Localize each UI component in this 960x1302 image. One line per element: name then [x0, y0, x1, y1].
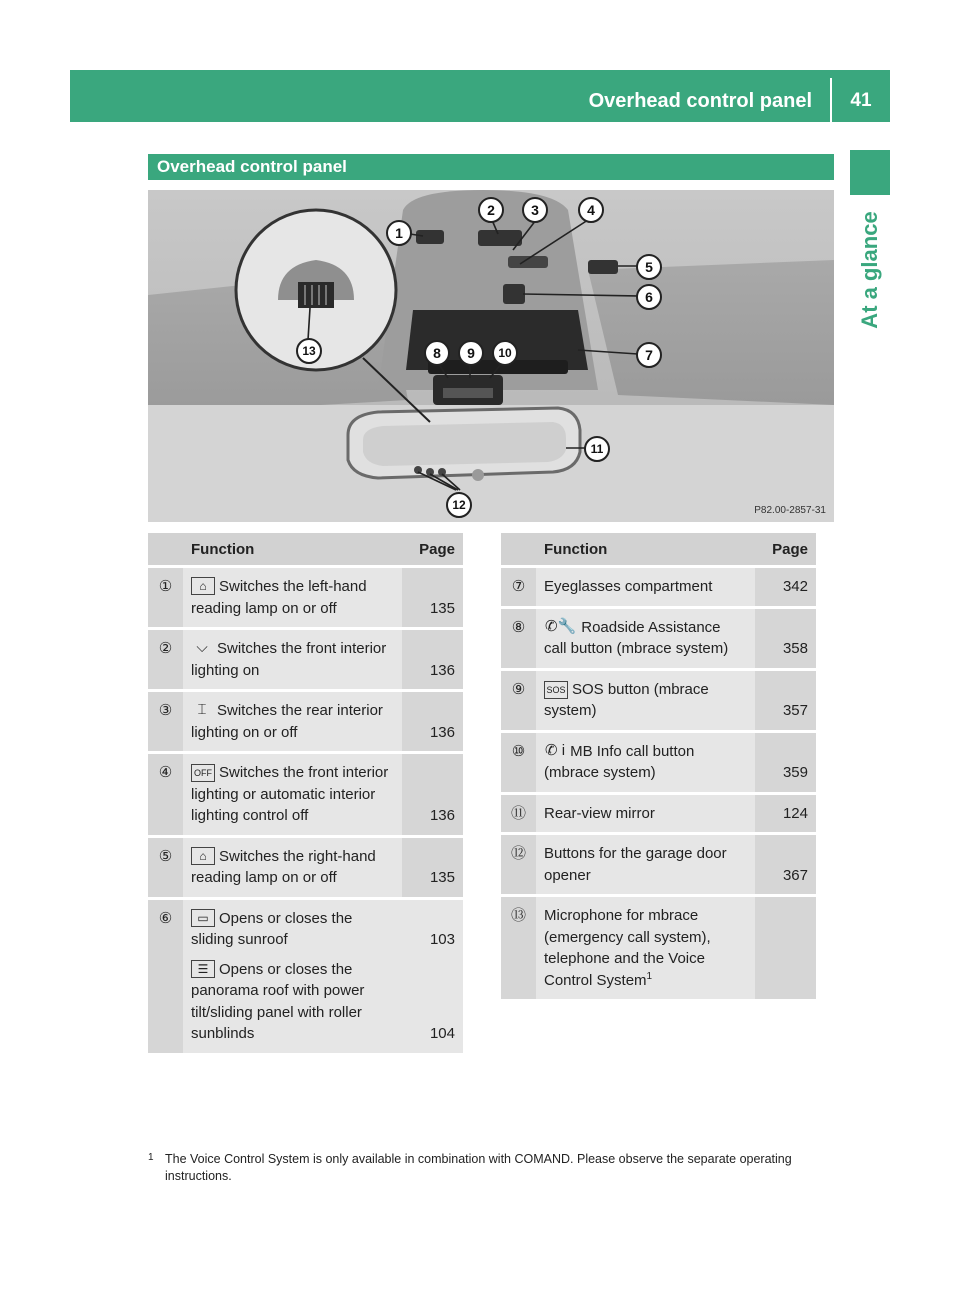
row-number: ⑩: [501, 733, 536, 792]
row-page: 103: [429, 931, 455, 948]
sub-entry-text: [191, 959, 394, 1045]
rear-light-icon: ⌶: [197, 701, 207, 718]
table-row: [148, 900, 463, 1053]
callout-1: 1: [386, 220, 412, 246]
row-page: 135: [402, 568, 463, 627]
callout-11: 11: [584, 436, 610, 462]
header-title: Overhead control panel: [588, 90, 812, 112]
table-row: [501, 568, 816, 606]
row-number: ⑧: [501, 609, 536, 668]
row-function: [536, 733, 755, 792]
table-row: [501, 671, 816, 730]
callout-2: 2: [478, 197, 504, 223]
row-function: Eyeglasses compartment: [536, 568, 755, 606]
header-band: [70, 70, 890, 122]
table-row: [148, 754, 463, 835]
info-call-icon: ✆ i: [545, 741, 566, 759]
header-blank: [501, 533, 536, 565]
row-text: SOS button (mbrace system): [544, 680, 709, 719]
row-text: Switches the front interior lighting on: [191, 640, 387, 679]
row-function: [183, 754, 402, 835]
table-row: [501, 795, 816, 833]
panorama-roof-icon: ☰: [191, 960, 215, 978]
row-text: Switches the rear interior lighting on or off: [191, 702, 383, 741]
row-text: Opens or closes the panorama roof with power tilt/sliding panel with roller sunblinds: [191, 960, 365, 1042]
callout-5: 5: [636, 254, 662, 280]
row-page: 359: [755, 733, 816, 792]
footnote-ref[interactable]: 1: [646, 970, 653, 982]
header-page: Page: [755, 533, 816, 565]
function-table-right: [501, 530, 816, 1002]
row-text: Switches the front interior lighting or automatic interior lighting control off: [191, 764, 389, 824]
side-tab: [850, 195, 890, 345]
row-page: 367: [755, 835, 816, 894]
table-row: [501, 609, 816, 668]
table-row: [148, 630, 463, 689]
row-text: Switches the right-hand reading lamp on or off: [191, 847, 376, 886]
row-number: ⑪: [501, 795, 536, 833]
row-text: Roadside Assistance call button (mbrace system): [544, 618, 729, 657]
row-function: [536, 897, 755, 999]
row-page: [755, 897, 816, 999]
sub-entry-panorama: [191, 959, 455, 1045]
row-number: ①: [148, 568, 183, 627]
row-number: ⑤: [148, 838, 183, 897]
callout-10: 10: [492, 340, 518, 366]
front-light-icon: ⌵: [196, 639, 208, 656]
row-function: [183, 900, 463, 1053]
footnote-mark: 1: [148, 1152, 154, 1163]
row-page: 104: [429, 1025, 455, 1042]
section-title: Overhead control panel: [157, 157, 347, 176]
footnote: [148, 1151, 838, 1185]
row-function: [183, 838, 402, 897]
lighting-off-icon: OFF: [191, 764, 215, 782]
callout-8: 8: [424, 340, 450, 366]
row-page: 358: [755, 609, 816, 668]
row-function: Rear-view mirror: [536, 795, 755, 833]
overhead-panel-figure: [148, 190, 834, 522]
header-page: Page: [402, 533, 463, 565]
section-header: [148, 154, 834, 180]
row-page: 357: [755, 671, 816, 730]
row-number: ②: [148, 630, 183, 689]
header-function: Function: [183, 533, 402, 565]
row-page: 136: [402, 630, 463, 689]
table-header-row: [501, 533, 816, 565]
row-text: MB Info call button (mbrace system): [544, 742, 695, 781]
callout-13: 13: [296, 338, 322, 364]
function-table-left: [148, 530, 463, 1056]
table-header-row: [148, 533, 463, 565]
figure-code: P82.00-2857-31: [754, 505, 826, 516]
row-page: 342: [755, 568, 816, 606]
row-function: [183, 568, 402, 627]
table-row: [148, 568, 463, 627]
row-number: ⑬: [501, 897, 536, 999]
page-number: 41: [850, 90, 872, 111]
row-function: [536, 671, 755, 730]
row-page: 136: [402, 754, 463, 835]
reading-lamp-icon: ⌂: [191, 847, 215, 865]
row-number: ⑥: [148, 900, 183, 1053]
table-row: [148, 838, 463, 897]
row-page: 124: [755, 795, 816, 833]
callout-3: 3: [522, 197, 548, 223]
callout-4: 4: [578, 197, 604, 223]
row-number: ⑦: [501, 568, 536, 606]
side-tab-block: [850, 150, 890, 195]
header-blank: [148, 533, 183, 565]
row-page: 135: [402, 838, 463, 897]
reading-lamp-icon: ⌂: [191, 577, 215, 595]
row-text: Opens or closes the sliding sunroof: [191, 909, 353, 948]
row-number: ③: [148, 692, 183, 751]
row-text: Microphone for mbrace (emergency call system), telephone and the Voice Control System: [544, 907, 711, 989]
row-function: [183, 692, 402, 751]
table-row: [148, 692, 463, 751]
row-number: ④: [148, 754, 183, 835]
row-number: ⑨: [501, 671, 536, 730]
row-text: Switches the left-hand reading lamp on or off: [191, 578, 367, 617]
callout-9: 9: [458, 340, 484, 366]
footnote-text: The Voice Control System is only available in combination with COMAND. Please observe the separate operating instructions.: [165, 1152, 792, 1183]
side-tab-label: At a glance: [857, 211, 882, 329]
overhead-panel-illustration: [148, 190, 834, 522]
sub-entry-sunroof: [191, 908, 455, 951]
row-function: [536, 609, 755, 668]
roadside-assistance-icon: ✆🔧: [545, 617, 577, 635]
row-page: 136: [402, 692, 463, 751]
callout-6: 6: [636, 284, 662, 310]
row-number: ⑫: [501, 835, 536, 894]
table-row: [501, 897, 816, 999]
callout-7: 7: [636, 342, 662, 368]
sunroof-icon: ▭: [191, 909, 215, 927]
row-function: Buttons for the garage door opener: [536, 835, 755, 894]
table-row: [501, 835, 816, 894]
sos-icon: SOS: [544, 681, 568, 699]
callout-12: 12: [446, 492, 472, 518]
header-function: Function: [536, 533, 755, 565]
table-row: [501, 733, 816, 792]
sub-entry-text: [191, 908, 394, 951]
row-function: [183, 630, 402, 689]
